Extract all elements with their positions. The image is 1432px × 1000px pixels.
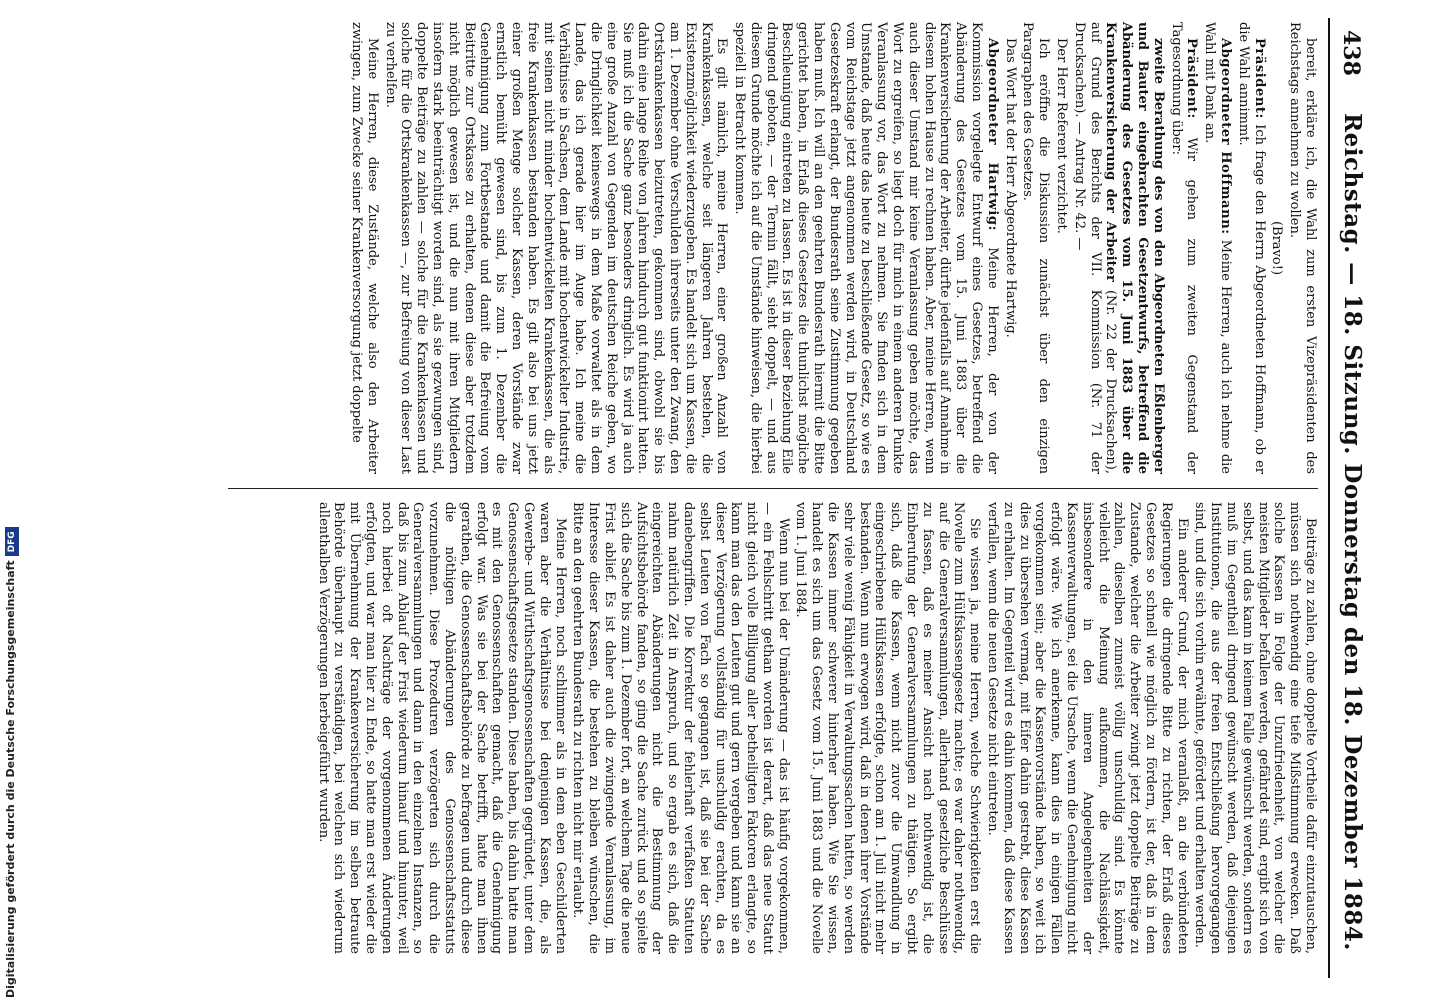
agenda-item-reference: (Nr. 22 der Drucksachen), auf Grund des Berichts der VII. Kommission (Nr. 71 der Drucksachen). — Antrag Nr. 42. — xyxy=(1071,22,1119,474)
agenda-item xyxy=(1071,22,1166,474)
credit-text: Digitalisierung gefördert durch die Deutsche Forschungsgemeinschaft xyxy=(4,560,17,998)
speaker-name: Präsident: xyxy=(1184,38,1200,119)
header-rule xyxy=(1328,18,1330,978)
paragraph: Ich eröffne die Diskussion zunächst über den einzigen Paragraphen des Gesetzes. xyxy=(1020,22,1052,474)
agenda-item-title: zweite Berathung des von den Abgeordneten Eßlenberger und Bauter eingebrachten Gesetzentwurfs, betreffend die Abänderung des Gesetzes vom 15. Juni 1883 über die Krankenversicherung der Arbeiter xyxy=(1103,22,1166,474)
speech-text: Wir gehen zum zweiten Gegenstand der Tagesordnung über: xyxy=(1168,22,1200,474)
paragraph: Der Herr Referent verzichtet. xyxy=(1054,38,1070,234)
speaker-name: Abgeordneter Hoffmann: xyxy=(1218,38,1234,235)
rotated-page xyxy=(110,18,1370,978)
speech-text: Meine Herren, auch ich nehme die Wahl mit Dank an. xyxy=(1202,22,1234,474)
speaker-name: Abgeordneter Hartwig: xyxy=(984,38,1000,231)
paragraph: bereit, erkläre ich, die Wahl zum ersten Vizepräsidenten des Reichstags annehmen zu wollen. xyxy=(1287,22,1318,474)
paragraph: Das Wort hat der Herr Abgeordnete Hartwig. xyxy=(1002,38,1018,338)
paragraph: Wenn nun bei der Umänderung — das ist häufig vorgekommen, — ein Fehlschritt gethan worden ist derart, daß das neue Statut nicht gleich volle Billigung aller betheiligten Faktoren erlangte, so kann man das den Leuten gut und gern vergeben und kann sie an dieser Verzögerung vollständig für unschuldig erachten, da es selbst Leuten von Fach so gegangen ist, daß sie bei der Sache danebengriffen. Die Korrektur der fehlerhaft verfaßten Statuten nahm natürlich Zeit in Anspruch, und so ergab es sich, daß die eingereichten Abänderungen nicht die Bestimmung der Aufsichtsbehörde fanden, so ging die Sache zurück und so spielte sich die Sache bis zum 1. Dezember fort, an welchem Tage die neue Frist ablief. Es ist daher auch die zwingende Veranlassung, im Interesse dieser Kassen, die bestehen zu bleiben wünschen, die Bitte an den geehrten Bundesrath zu richten nicht mir erlaubt. xyxy=(570,502,791,954)
paragraph: Meine Herren, diese Zustände, welche also den Arbeiter zwingen, zum Zwecke seiner Krankenversorgung jetzt doppelte xyxy=(348,22,380,474)
paragraph xyxy=(731,22,1000,474)
left-column xyxy=(346,22,1318,474)
dfg-logo: DFG xyxy=(5,527,19,556)
running-head xyxy=(1330,18,1370,978)
paragraph: Sie wissen ja, meine Herren, welche Schwierigkeiten erst die Novelle zum Hülfskassengesetz machte; es war daher nothwendig, auf die Generalversammlungen, allerhand gesetzliche Beschlüsse zu fassen, daß es meiner Ansicht nach nothwendig ist, die Einberufung der Generalversammlungen zu thätigen. So ergibt sich, daß die Kassen, wenn nicht zuvor die Umwandlung in eingeschriebene Hülfskassen erfolgte, schon am 1. Juli nicht mehr bestanden. Wenn nun erwogen wird, daß in denen ihrer Vorstände sehr viele wenig Fähigkeit in Verwaltungssachen hatten, so werden die Kassen immer schwerer hinterher haben. Wie Sie wissen, handelt es sich um das Gesetz vom 15. Juni 1883 und die Novelle vom 1. Juni 1884. xyxy=(793,502,983,954)
paragraph xyxy=(1201,22,1233,474)
paragraph: Meine Herren, noch schlimmer als in dem eben Geschilderten waren aber die Verhältnisse bei denjenigen Kassen, die, als Gewerbe- und Wirthschaftsgenossenschaften gegründet, unter dem Genossenschaftsgesetze standen. Diese haben, bis dahin hatte man es mit den Genossenschaften gemacht, daß die Genehmigung erfolgt war. Was sie bei der Sache betrifft, hatte man ihnen gerathen, die Genossenschaftsbehörde zu befragen und durch diese die nöthigen Abänderungen des Genossenschaftsstatuts vorzunehmen. Diese Prozeduren verzögerten sich durch die Generalversammlungen und dann in den einzelnen Instanzen, so daß bis zum Ablauf der Frist wiederum hinauf und hinunter, weil noch hierbei oft Nachträge der vorgenommenen Änderungen erfolgten, und war man hier zu Ende, so hatte man erst wieder die mit Übernehmung der Krankenversicherung im selben betraute Behörde überhaupt zu verständigen, bei welchen sich wiederum allenthalben Verzögerungen herbeigeführt wurden. xyxy=(315,502,568,954)
speech-text: Meine Herren, der von der Kommission vorgelegte Entwurf eines Gesetzes, betreffend die Abänderung des Gesetzes vom 15. Juni 1883 über die Krankenversicherung der Arbeiter, dürfte jedenfalls auf Annahme in diesem hohen Hause zu rechnen haben. Aber, meine Herren, wenn auch dieser Umstand mir keine Veranlassung geben möchte, das Wort zu ergreifen, so liegt doch für mich in einem anderen Punkte Veranlassung vor, das Wort zu nehmen. Sie finden sich in dem Umstande, daß heute das heute zu beschließende Gesetz, so wie es vom Reichstage jetzt angenommen werden wird, in Deutschland Gesetzeskraft erlangt, der Bundesrath seine Zustimmung gegeben haben muß. Ich will an den geehrten Bundesrath hiermit die Bitte gerichtet haben, in Erlaß dieses Gesetzes die thunlichst mögliche Beschleunigung eintreten zu lassen. Es ist in dieser Beziehung Eile dringend geboten, — der Termin fällt, sieht doppelt, — und aus diesem Grunde möchte ich auf die Umstände hinweisen, die hierbei speziell in Betracht kommen. xyxy=(732,22,1000,474)
running-title: Reichstag. — 18. Sitzung. Donnerstag den 18. Dezember 1884. xyxy=(1339,113,1366,951)
page-number: 438 xyxy=(1338,30,1364,76)
digitization-credit xyxy=(4,531,20,998)
right-column xyxy=(313,502,1318,954)
column-divider xyxy=(228,488,1318,489)
interjection: (Bravo!) xyxy=(1269,220,1285,276)
paragraph: Es gilt nämlich, meine Herren, einer großen Anzahl von Krankenkassen, welche seit längeren Jahren bestehen, die Existenzmöglichkeit wiederzugeben. Es handelt sich um Kassen, die am 1. Dezember ohne Verschulden ihrerseits unter den Zwang, den Ortskrankenkassen beizutreten, gekommen sind, obwohl sie bis dahin eine lange Reihe von Jahren hindurch gut funktionirt hatten. Sie muß ich die Sache ganz besonders dringlich. Es wird ja auch eine große Anzahl von Gegenden im deutschen Reiche geben, wo die Dringlichkeit keineswegs in dem Maße vorwaltet als in dem Lande, das ich gerade hier im Auge habe. Ich meine die Verhältnisse in Sachsen, dem Lande mit hochentwickelter Industrie, mit seinen nicht minder hochentwickelten Krankenkassen, die als freie Krankenkassen bestanden haben. Es gilt also bei uns jetzt einer großen Menge solcher Kassen, deren Vorstände zwar ernstlich bemüht gewesen sind, bis zum 1. Dezember die Genehmigung zum Fortbestande und damit die Befreiung vom Beitritte zur Ortskasse zu erhalten, denen diese aber trotzdem nicht möglich gewesen ist, und die nun mit ihren Mitgliedern insofern stark beeinträchtigt worden sind, als sie gezwungen sind, doppelte Beiträge zu zahlen — solche für die Krankenkassen und solche für die Ortskrankenkassen —, zur Befreiung von dieser Last zu verhelfen. xyxy=(382,22,730,474)
speech-text: Ich frage den Herrn Abgeordneten Hoffmann, ob er die Wahl annimmt. xyxy=(1235,22,1267,474)
speaker-name: Präsident: xyxy=(1251,38,1267,119)
paragraph xyxy=(1235,22,1267,474)
paragraph xyxy=(1168,22,1200,474)
paragraph: Beiträge zu zahlen, ohne doppelte Vortheile dafür einzutauschen, müssen sich nothwendig eine tiefe Mißstimmung erwecken. Daß solche Kassen in Folge der Unzufriedenheit, von welcher die meisten Mitglieder befallen werden, gefährdet sind, ergibt sich von selbst, und das kann in keinem Falle gewünscht werden, sondern es muß im Gegentheil dringend gewünscht werden, daß diejenigen Institutionen, die aus der freien Entschließung hervorgegangen sind, und die sich vorhin erwähnte, gefördert und erhalten werden. xyxy=(1192,502,1318,954)
paragraph: Ein anderer Grund, der mich veranlaßt, an die verbündeten Regierungen die dringende Bitte zu richten, der Erlaß dieses Gesetzes so schnell wie möglich zu fördern, ist der, daß in dem Zustande, welcher die Arbeiter zwingt jetzt doppelte Beiträge zu zahlen, dieselben zumeist völlig unschuldig sind. Es könnte vielleicht die Meinung aufkommen, die Nachlässigkeit, insbesondere in den inneren Angelegenheiten der Kassenverwaltungen, sei die Ursache, wenn die Genehmigung nicht erfolgt wäre. Wie ich anerkenne, kann dies in einigen Fällen vorgekommen sein; aber die Kassenvorstände haben, so weit ich dies zu übersehen vermag, mit Eifer dahin gestrebt, diese Kassen zu erhalten. Im Gegenteil wird es dahin kommen, daß diese Kassen verfallen, wenn die neuen Gesetze nicht eintreten. xyxy=(985,502,1190,954)
